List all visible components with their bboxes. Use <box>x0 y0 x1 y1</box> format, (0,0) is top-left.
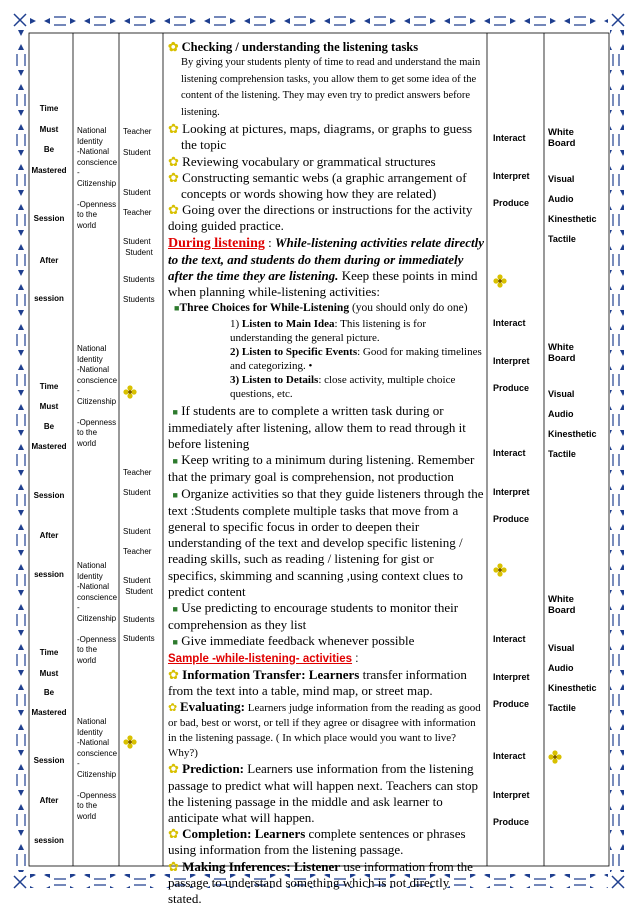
checking-paragraph: By giving your students plenty of time to read and understand the main listening comprehension tasks, you allow them to get some idea of the content of the listening. They may even try to predict answers before listening. <box>181 57 481 118</box>
square-bullet-icon: ■ <box>168 456 178 467</box>
objectives-text: National Identity -National conscience - Citizenship -Openness to the world <box>77 344 118 448</box>
material-label: Visual <box>548 643 575 653</box>
guideline-item: ■ Use predicting to encourage students to monitor their comprehension as they list <box>168 600 459 633</box>
time-label: Time <box>39 648 59 657</box>
sample-activity: ✿ Prediction: Learners use information from the listening passage to predict what will happen next. Teachers can stop the listening passage in the middle and ask learner to anticipate what will happen. <box>168 761 479 825</box>
sample-activities-title: Sample -while-listening- activities : <box>168 652 359 665</box>
skill-label: Produce <box>493 383 530 393</box>
material-label: Tactile <box>548 234 576 244</box>
skill-label: Interact <box>493 133 526 143</box>
material-label: Visual <box>548 174 575 184</box>
role-label: Teacher <box>123 547 152 556</box>
guideline-item: ■ Keep writing to a minimum during listening. Remember that the primary goal is comprehension, not production <box>168 452 475 485</box>
flower-icon: ✿ <box>168 858 179 874</box>
material-label: Audio <box>548 409 574 419</box>
role-label: Teacher <box>123 127 152 136</box>
material-label: Kinesthetic <box>548 214 597 224</box>
be-label: Be <box>43 145 55 154</box>
mastered-label: Mastered <box>31 442 67 451</box>
session-label: Session <box>33 491 65 500</box>
skill-label: Interpret <box>493 672 530 682</box>
skill-label: Produce <box>493 817 530 827</box>
prep-item: ✿ Constructing semantic webs (a graphic arrangement of concepts or words showing how they are related) <box>168 169 467 202</box>
role-label: Student <box>123 527 151 536</box>
sample-activity: ✿ Completion: Learners complete sentences or phrases using information from the listening passage. <box>168 826 466 858</box>
objectives-text: National Identity -National conscience - Citizenship -Openness to the world <box>77 561 118 665</box>
flower-icon: ✿ <box>168 702 178 715</box>
must-label: Must <box>39 402 59 411</box>
sample-activity: ✿ Evaluating: Learners judge information from the reading as good or bad, best or worst, or tell if they agree or disagree with information in the listening passage. ( In which place would you want to live? Why?) <box>168 699 481 760</box>
material-label: Audio <box>548 194 574 204</box>
session-label: session <box>34 836 64 845</box>
prep-item: ✿ Going over the directions or instructions for the activity <box>168 202 473 218</box>
flower-icon: ✿ <box>168 761 179 777</box>
skill-label: Interpret <box>493 487 530 497</box>
flower-icon <box>493 274 507 288</box>
session-label: Session <box>33 214 65 223</box>
after-label: After <box>39 256 59 265</box>
sample-activity: ✿ Information Transfer: Learners transfer information from the text into a table, mind map, or street map. <box>168 666 467 699</box>
role-label: Teacher <box>123 468 152 477</box>
square-bullet-icon: ■ <box>174 303 180 314</box>
square-bullet-icon: ■ <box>168 489 178 500</box>
guided-practice-text: doing guided practice. <box>168 218 284 234</box>
flower-icon <box>123 735 137 749</box>
role-label: Student <box>123 188 151 197</box>
session-label: session <box>34 294 64 303</box>
after-label: After <box>39 531 59 540</box>
material-label: Tactile <box>548 449 576 459</box>
material-label: Kinesthetic <box>548 683 597 693</box>
role-label: Student <box>123 488 151 497</box>
guideline-item: ■ Organize activities so that they guide listeners through the text :Students complete multiple tasks that move from a general to specific focus in order to deepen their understanding of the text and develop specific listening / reading skills, such as reading / listening for gist or specifics, skimming and scanning ,using context clues to predict content <box>168 485 484 599</box>
skill-label: Interact <box>493 448 526 458</box>
mastered-label: Mastered <box>31 708 67 717</box>
prep-item: ✿ Looking at pictures, maps, diagrams, or graphs to guess the topic <box>168 121 473 153</box>
sample-activity: ✿ Making Inferences: Listener use information from the passage to understand something which is not directly stated. <box>168 858 473 906</box>
objectives-text: National Identity -National conscience - Citizenship -Openness to the world <box>77 126 118 230</box>
guideline-item: ■ If students are to complete a written task during or immediately after listening, allow them to read through it before listening <box>168 402 466 452</box>
after-label: After <box>39 796 59 805</box>
role-label: Student <box>123 148 151 157</box>
skill-label: Interact <box>493 634 526 644</box>
flower-icon: ✿ <box>168 826 179 842</box>
skill-label: Interact <box>493 751 526 761</box>
role-label: Students <box>123 634 155 643</box>
square-bullet-icon: ■ <box>168 406 178 417</box>
be-label: Be <box>43 422 55 431</box>
choice-item: 2) Listen to Specific Events: Good for making timelines and categorizing. • <box>230 345 482 372</box>
skill-label: Interact <box>493 318 526 328</box>
flower-icon <box>548 750 562 764</box>
role-label: Students <box>123 275 155 284</box>
choices-list <box>168 317 485 401</box>
main-text-column <box>168 39 485 907</box>
flower-icon <box>493 563 507 577</box>
material-label: White Board <box>548 127 576 149</box>
role-label: Student Student <box>123 576 153 596</box>
flower-icon: ✿ <box>168 666 179 682</box>
time-label: Time <box>39 382 59 391</box>
be-label: Be <box>43 688 55 697</box>
role-label: Teacher <box>123 208 152 217</box>
material-label: Kinesthetic <box>548 429 597 439</box>
square-bullet-icon: ■ <box>168 637 178 648</box>
material-label: Tactile <box>548 703 576 713</box>
flower-icon <box>123 385 137 399</box>
guideline-item: ■ Give immediate feedback whenever possible <box>168 633 415 649</box>
material-label: White Board <box>548 342 576 364</box>
flower-icon: ✿ <box>168 153 179 169</box>
role-label: Student Student <box>123 237 153 257</box>
material-label: White Board <box>548 594 576 616</box>
mastered-label: Mastered <box>31 166 67 175</box>
skill-label: Produce <box>493 699 530 709</box>
material-label: Audio <box>548 663 574 673</box>
must-label: Must <box>39 669 59 678</box>
session-label: Session <box>33 756 65 765</box>
skill-label: Interpret <box>493 171 530 181</box>
must-label: Must <box>39 125 59 134</box>
skill-label: Interpret <box>493 356 530 366</box>
flower-icon: ✿ <box>168 169 179 185</box>
square-bullet-icon: ■ <box>168 604 178 615</box>
material-label: Visual <box>548 389 575 399</box>
time-label: Time <box>39 104 59 113</box>
flower-icon: ✿ <box>168 40 179 54</box>
skill-label: Produce <box>493 514 530 524</box>
skill-label: Produce <box>493 198 530 208</box>
skill-label: Interpret <box>493 790 530 800</box>
checking-heading: ✿ Checking / understanding the listening tasks <box>168 40 419 54</box>
three-choices-line: ■Three Choices for While-Listening (you should only do one) <box>174 302 468 315</box>
flower-icon: ✿ <box>168 202 179 218</box>
objectives-text: National Identity -National conscience - Citizenship -Openness to the world <box>77 717 118 821</box>
choice-item: 1) Listen to Main Idea: This listening is for understanding the general picture. <box>230 317 426 344</box>
role-label: Students <box>123 295 155 304</box>
role-label: Students <box>123 615 155 624</box>
during-listening-title: During listening <box>168 235 265 251</box>
during-listening-paragraph: During listening : While-listening activities relate directly to the text, and students do them during or immediately after the time they are listening. Keep these points in mind when planning while-listening activities: <box>168 234 485 300</box>
session-label: session <box>34 570 64 579</box>
flower-icon: ✿ <box>168 121 179 137</box>
prep-item: ✿ Reviewing vocabulary or grammatical structures <box>168 153 436 169</box>
choice-item: 3) Listen to Details: close activity, multiple choice questions, etc. <box>230 373 456 400</box>
